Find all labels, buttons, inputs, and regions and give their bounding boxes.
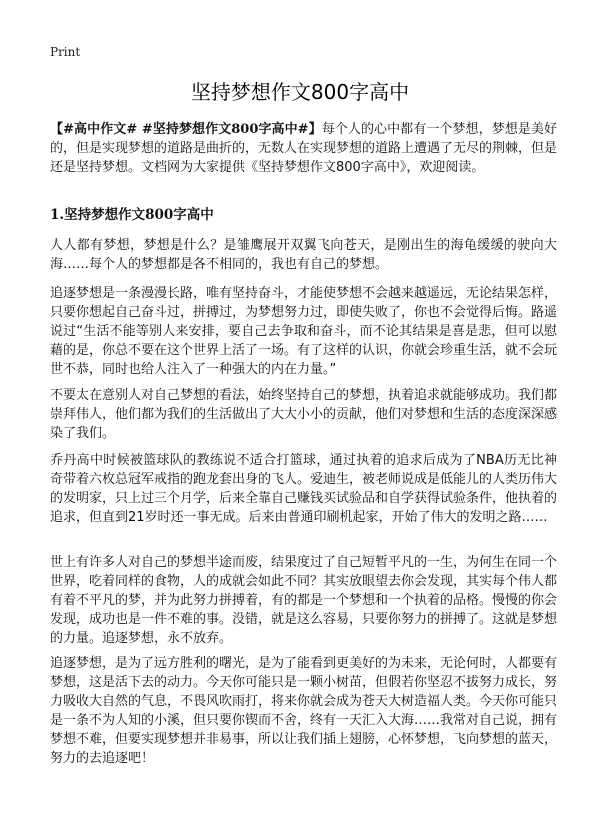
paragraph: 追逐梦想是一条漫漫长路，唯有坚持奋斗，才能使梦想不会越来越遥远，无论结果怎样，只要你想起自己奋斗过，拼搏过，为梦想努力过，即使失败了，你也不会觉得后悔。路遥说过“生活不能等别人来安排，要自己去争取和奋斗，而不论其结果是喜是悲，但可以慰藉的是，你总不要在这个世界上活了一场。有了这样的认识，你就会珍重生活，就不会玩世不恭，同时也给人注入了一种强大的内在力量。” — [50, 286, 558, 377]
intro-text: 每个人的心中都有一个梦想，梦想是美好的，但是实现梦想的道路是曲折的，无数人在实现梦想的道路上遭遇了无尽的荆棘，但是还是坚持梦想。文档网为大家提供《坚持梦想作文800字高中》，欢迎阅读。 — [50, 122, 558, 175]
intro-tag: 【#高中作文# #坚持梦想作文800字高中#】 — [50, 122, 322, 137]
paragraph: 乔丹高中时候被篮球队的教练说不适合打篮球，通过执着的追求后成为了NBA历无比神奇带着六枚总冠军戒指的跑龙套出身的飞人。爱迪生，被老师说成是低能儿的人类历伟大的发明家，只上过三个月学，后来全靠自己赚钱买试验品和自学获得试验条件，他执着的追求，但直到21岁时还一事无成。后来由普通印刷机起家，开始了伟大的发明之路…… — [50, 453, 558, 525]
intro-block — [50, 120, 557, 177]
document-title: 坚持梦想作文800字高中 — [190, 80, 410, 104]
body-paragraph-2 — [50, 284, 557, 379]
section-heading: 1.坚持梦想作文800字高中 — [50, 207, 214, 223]
body-paragraph-3 — [50, 386, 557, 443]
paragraph: 世上有许多人对自己的梦想半途而废，结果度过了自己短暂平凡的一生，为何生在同一个世界，吃着同样的食物，人的成就会如此不同？其实放眼望去你会发现，其实每个伟人都有着不平凡的梦，并为此努力拼搏着，有的都是一个梦想和一个执着的品格。慢慢的你会发现，成功也是一件不难的事。没错，就是这么容易，只要你努力的拼搏了。这就是梦想的力量。追逐梦想，永不放弃。 — [50, 555, 558, 646]
body-paragraph-6 — [50, 654, 557, 768]
section-heading-block — [50, 205, 557, 225]
intro-paragraph — [50, 120, 557, 177]
paragraph: 追逐梦想，是为了远方胜利的曙光，是为了能看到更美好的为未来，无论何时，人都要有梦想，这是活下去的动力。今天你可能只是一颗小树苗，但假若你坚忍不拔努力成长，努力吸收大自然的气息，不畏风吹雨打，将来你就会成为苍天大树造福人类。今天你可能只是一条不为人知的小溪，但只要你锲而不舍，终有一天汇入大海……我常对自己说，拥有梦想不难，但要实现梦想并非易事，所以让我们插上翅膀，心怀梦想，飞向梦想的蓝天，努力的去追逐吧！ — [50, 656, 558, 766]
body-paragraph-4 — [50, 451, 557, 527]
body-paragraph-1 — [50, 236, 557, 274]
print-label: Print — [50, 45, 81, 59]
paragraph: 人人都有梦想，梦想是什么？是雏鹰展开双翼飞向苍天，是刚出生的海龟缓缓的驶向大海……每个人的梦想都是各不相同的，我也有自己的梦想。 — [50, 238, 557, 272]
body-paragraph-5 — [50, 553, 557, 648]
paragraph: 不要太在意别人对自己梦想的看法，始终坚持自己的梦想，执着追求就能够成功。我们都崇拜伟人，他们都为我们的生活做出了大大小小的贡献，他们对梦想和生活的态度深深感染了我们。 — [50, 388, 558, 441]
